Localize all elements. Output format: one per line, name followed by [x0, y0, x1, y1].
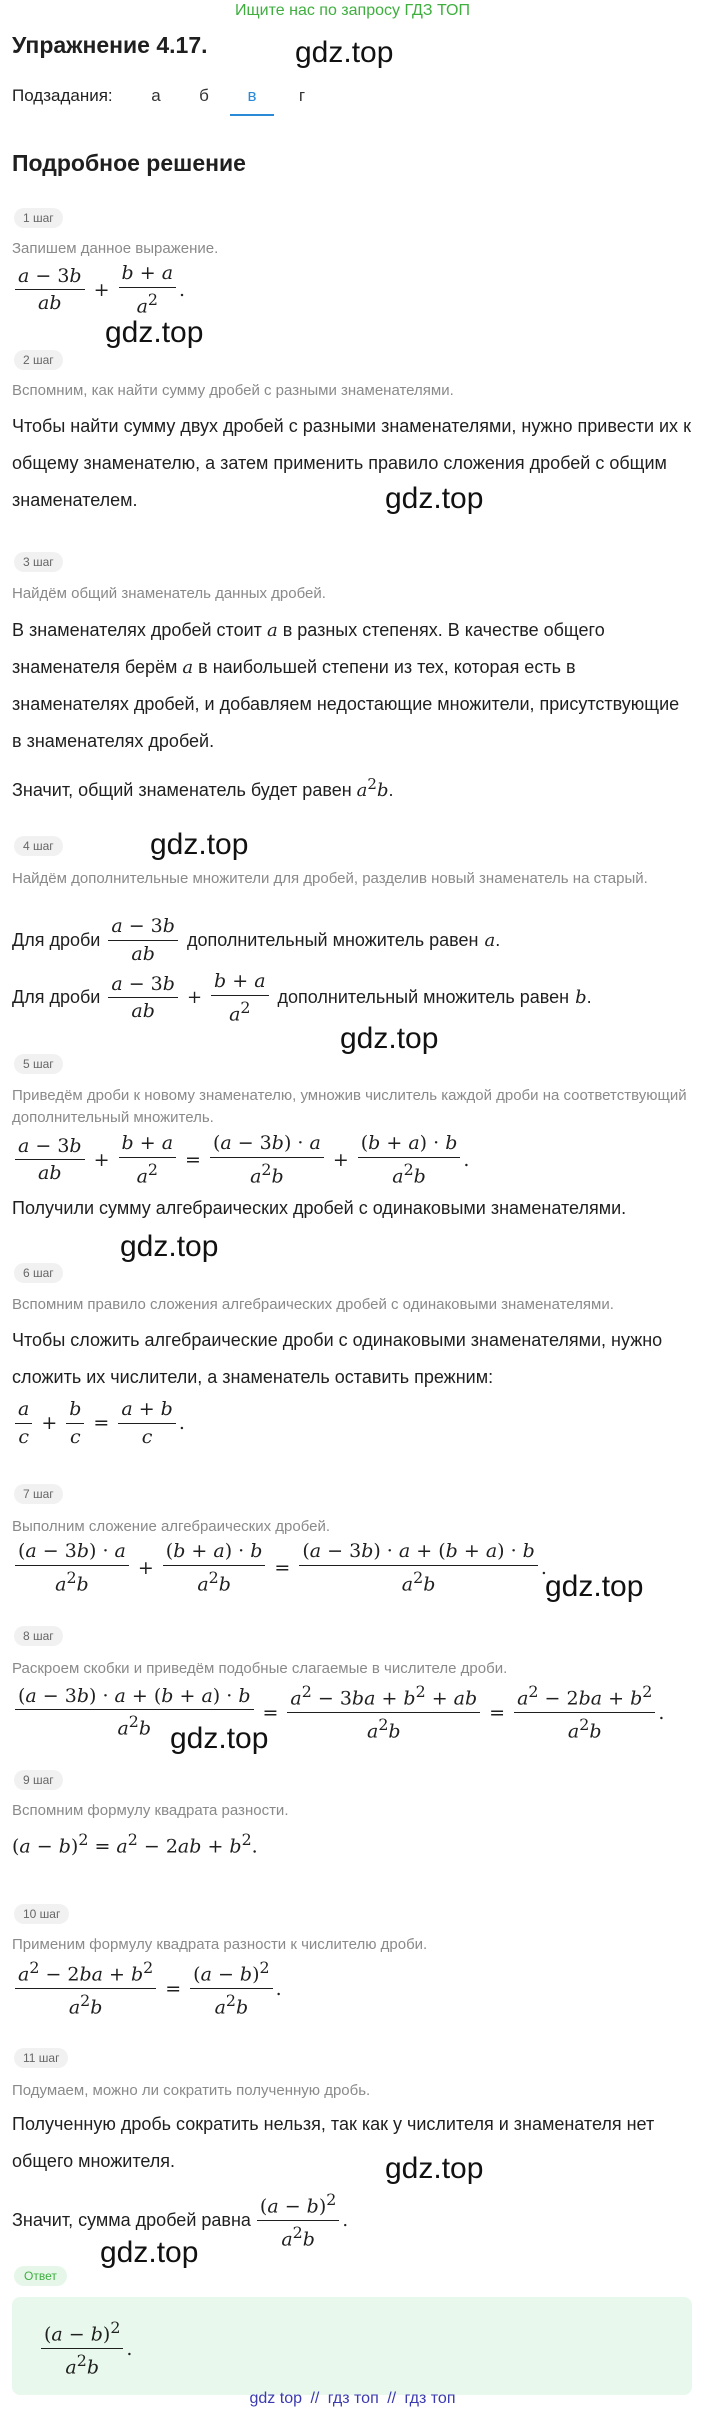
step-hint: Вспомним формулу квадрата разности. — [12, 1802, 289, 1819]
step-hint: Подумаем, можно ли сократить полученную дробь. — [12, 2082, 371, 2099]
footer-link[interactable]: gdz top — [249, 2390, 302, 2407]
step-badge: 6 шаг — [14, 1263, 63, 1283]
step-badge: 5 шаг — [14, 1054, 63, 1074]
step-hint: Вспомним правило сложения алгебраических дробей с одинаковыми знаменателями. — [12, 1296, 614, 1313]
step-hint: Применим формулу квадрата разности к числителю дроби. — [12, 1936, 428, 1953]
footer-links — [0, 2390, 705, 2408]
step-badge: 9 шаг — [14, 1770, 63, 1790]
step-badge: 7 шаг — [14, 1484, 63, 1504]
math-expression: $\frac{a - 3b}{ab}$ + $\frac{b + a}{a^2}$ = $\frac{(a - 3b) \cdot a}{a^2b}$ + $\frac{(b + a) \cdot b}{a^2b}$ . — [12, 1132, 469, 1188]
watermark: gdz.top — [120, 1230, 219, 1263]
step-hint: Вспомним, как найти сумму дробей с разными знаменателями. — [12, 382, 454, 399]
step-hint: Найдём общий знаменатель данных дробей. — [12, 585, 326, 602]
step-line: Для дроби $\frac{a - 3b}{ab}$ дополнительный множитель равен a . — [12, 915, 501, 965]
watermark: gdz.top — [385, 482, 484, 515]
tab-g[interactable]: г — [298, 86, 306, 105]
subtasks-label: Подзадания: — [12, 86, 113, 105]
footer-link[interactable]: гдз топ — [327, 2390, 379, 2407]
step-badge: 3 шаг — [14, 552, 63, 572]
step-line: Для дроби $\frac{a - 3b}{ab}$ + $\frac{b + a}{a^2}$ дополнительный множитель равен b . — [12, 970, 592, 1026]
watermark: gdz.top — [340, 1022, 439, 1055]
math-expression: $\frac{a}{c}$ + $\frac{b}{c}$ = $\frac{a + b}{c}$ . — [12, 1398, 185, 1449]
math-expression: $(a - b)^2 = a^2 - 2ab + b^2$. — [12, 1830, 258, 1858]
step-text: Чтобы найти сумму двух дробей с разными знаменателями, нужно привести их к общему знаменателю, а затем применить правило сложения дробей с общим знаменателем. — [12, 416, 691, 510]
tab-v[interactable]: в — [247, 86, 257, 105]
step-hint: Раскроем скобки и приведём подобные слагаемые в числителе дроби. — [12, 1660, 508, 1677]
footer-separator: // — [387, 2390, 397, 2407]
step-conclusion: Значит, общий знаменатель будет равен $a^2b$. — [12, 775, 394, 801]
step-badge: 11 шаг — [14, 2048, 68, 2068]
watermark: gdz.top — [295, 36, 394, 69]
math-expression: $\frac{(a - 3b) \cdot a + (b + a) \cdot b}{a^2b}$ = $\frac{a^2 - 3ba + b^2 + ab}{a^2b}$ = $\frac{a^2 - 2ba + b^2}{a^2b}$ . — [12, 1682, 664, 1743]
step-badge: 8 шаг — [14, 1626, 63, 1646]
step-badge: 10 шаг — [14, 1904, 69, 1924]
promo-banner[interactable]: Ищите нас по запросу ГДЗ ТОП — [235, 2, 470, 19]
step-text: Чтобы сложить алгебраические дроби с одинаковыми знаменателями, нужно сложить их числители, а знаменатель оставить прежним: — [12, 1330, 663, 1387]
step-badge: 4 шаг — [14, 836, 63, 856]
watermark: gdz.top — [385, 2152, 484, 2185]
watermark: gdz.top — [170, 1722, 269, 1755]
step-text: Полученную дробь сократить нельзя, так как у числителя и знаменателя нет общего множителя. — [12, 2114, 655, 2171]
answer-expression: $\frac{(a - b)^2}{a^2b}$ . — [38, 2318, 132, 2379]
step-hint: Выполним сложение алгебраических дробей. — [12, 1518, 331, 1535]
math-expression: $\frac{(a - 3b) \cdot a}{a^2b}$ + $\frac{(b + a) \cdot b}{a^2b}$ = $\frac{(a - 3b) \cdot a + (b + a) \cdot b}{a^2b}$ . — [12, 1540, 547, 1596]
watermark: gdz.top — [545, 1570, 644, 1603]
answer-badge: Ответ — [14, 2266, 67, 2286]
footer-link[interactable]: гдз топ — [404, 2390, 456, 2407]
watermark: gdz.top — [105, 316, 204, 349]
step-badge: 2 шаг — [14, 350, 63, 370]
tab-b[interactable]: б — [199, 86, 209, 105]
step-conclusion: Значит, сумма дробей равна $\frac{(a - b)^2}{a^2b}$ . — [12, 2190, 349, 2251]
active-tab-indicator — [230, 114, 274, 116]
step-hint: Приведём дроби к новому знаменателю, умножив числитель каждой дроби на соответствующий дополнительный множитель. — [12, 1087, 687, 1126]
watermark: gdz.top — [150, 828, 249, 861]
step-hint: Запишем данное выражение. — [12, 240, 219, 257]
footer-separator: // — [310, 2390, 320, 2407]
exercise-title: Упражнение 4.17. — [12, 32, 208, 58]
tab-a[interactable]: а — [151, 86, 161, 105]
step-text: В знаменателях дробей стоит a в разных степенях. В качестве общего знаменателя берём a в наибольшей степени из тех, которая есть в знаменателях дробей, и добавляем недостающие множители, присутствующие в знаменателях дробей. — [12, 620, 680, 751]
step-hint: Найдём дополнительные множители для дробей, разделив новый знаменатель на старый. — [12, 870, 648, 887]
watermark: gdz.top — [100, 2236, 199, 2269]
step-badge: 1 шаг — [14, 208, 63, 228]
math-expression: $\frac{a^2 - 2ba + b^2}{a^2b}$ = $\frac{(a - b)^2}{a^2b}$ . — [12, 1958, 282, 2019]
solution-title: Подробное решение — [12, 150, 246, 176]
math-expression: $\frac{a - 3b}{ab}$ + $\frac{b + a}{a^2}$ . — [12, 262, 185, 318]
step-text: Получили сумму алгебраических дробей с одинаковыми знаменателями. — [12, 1198, 627, 1218]
